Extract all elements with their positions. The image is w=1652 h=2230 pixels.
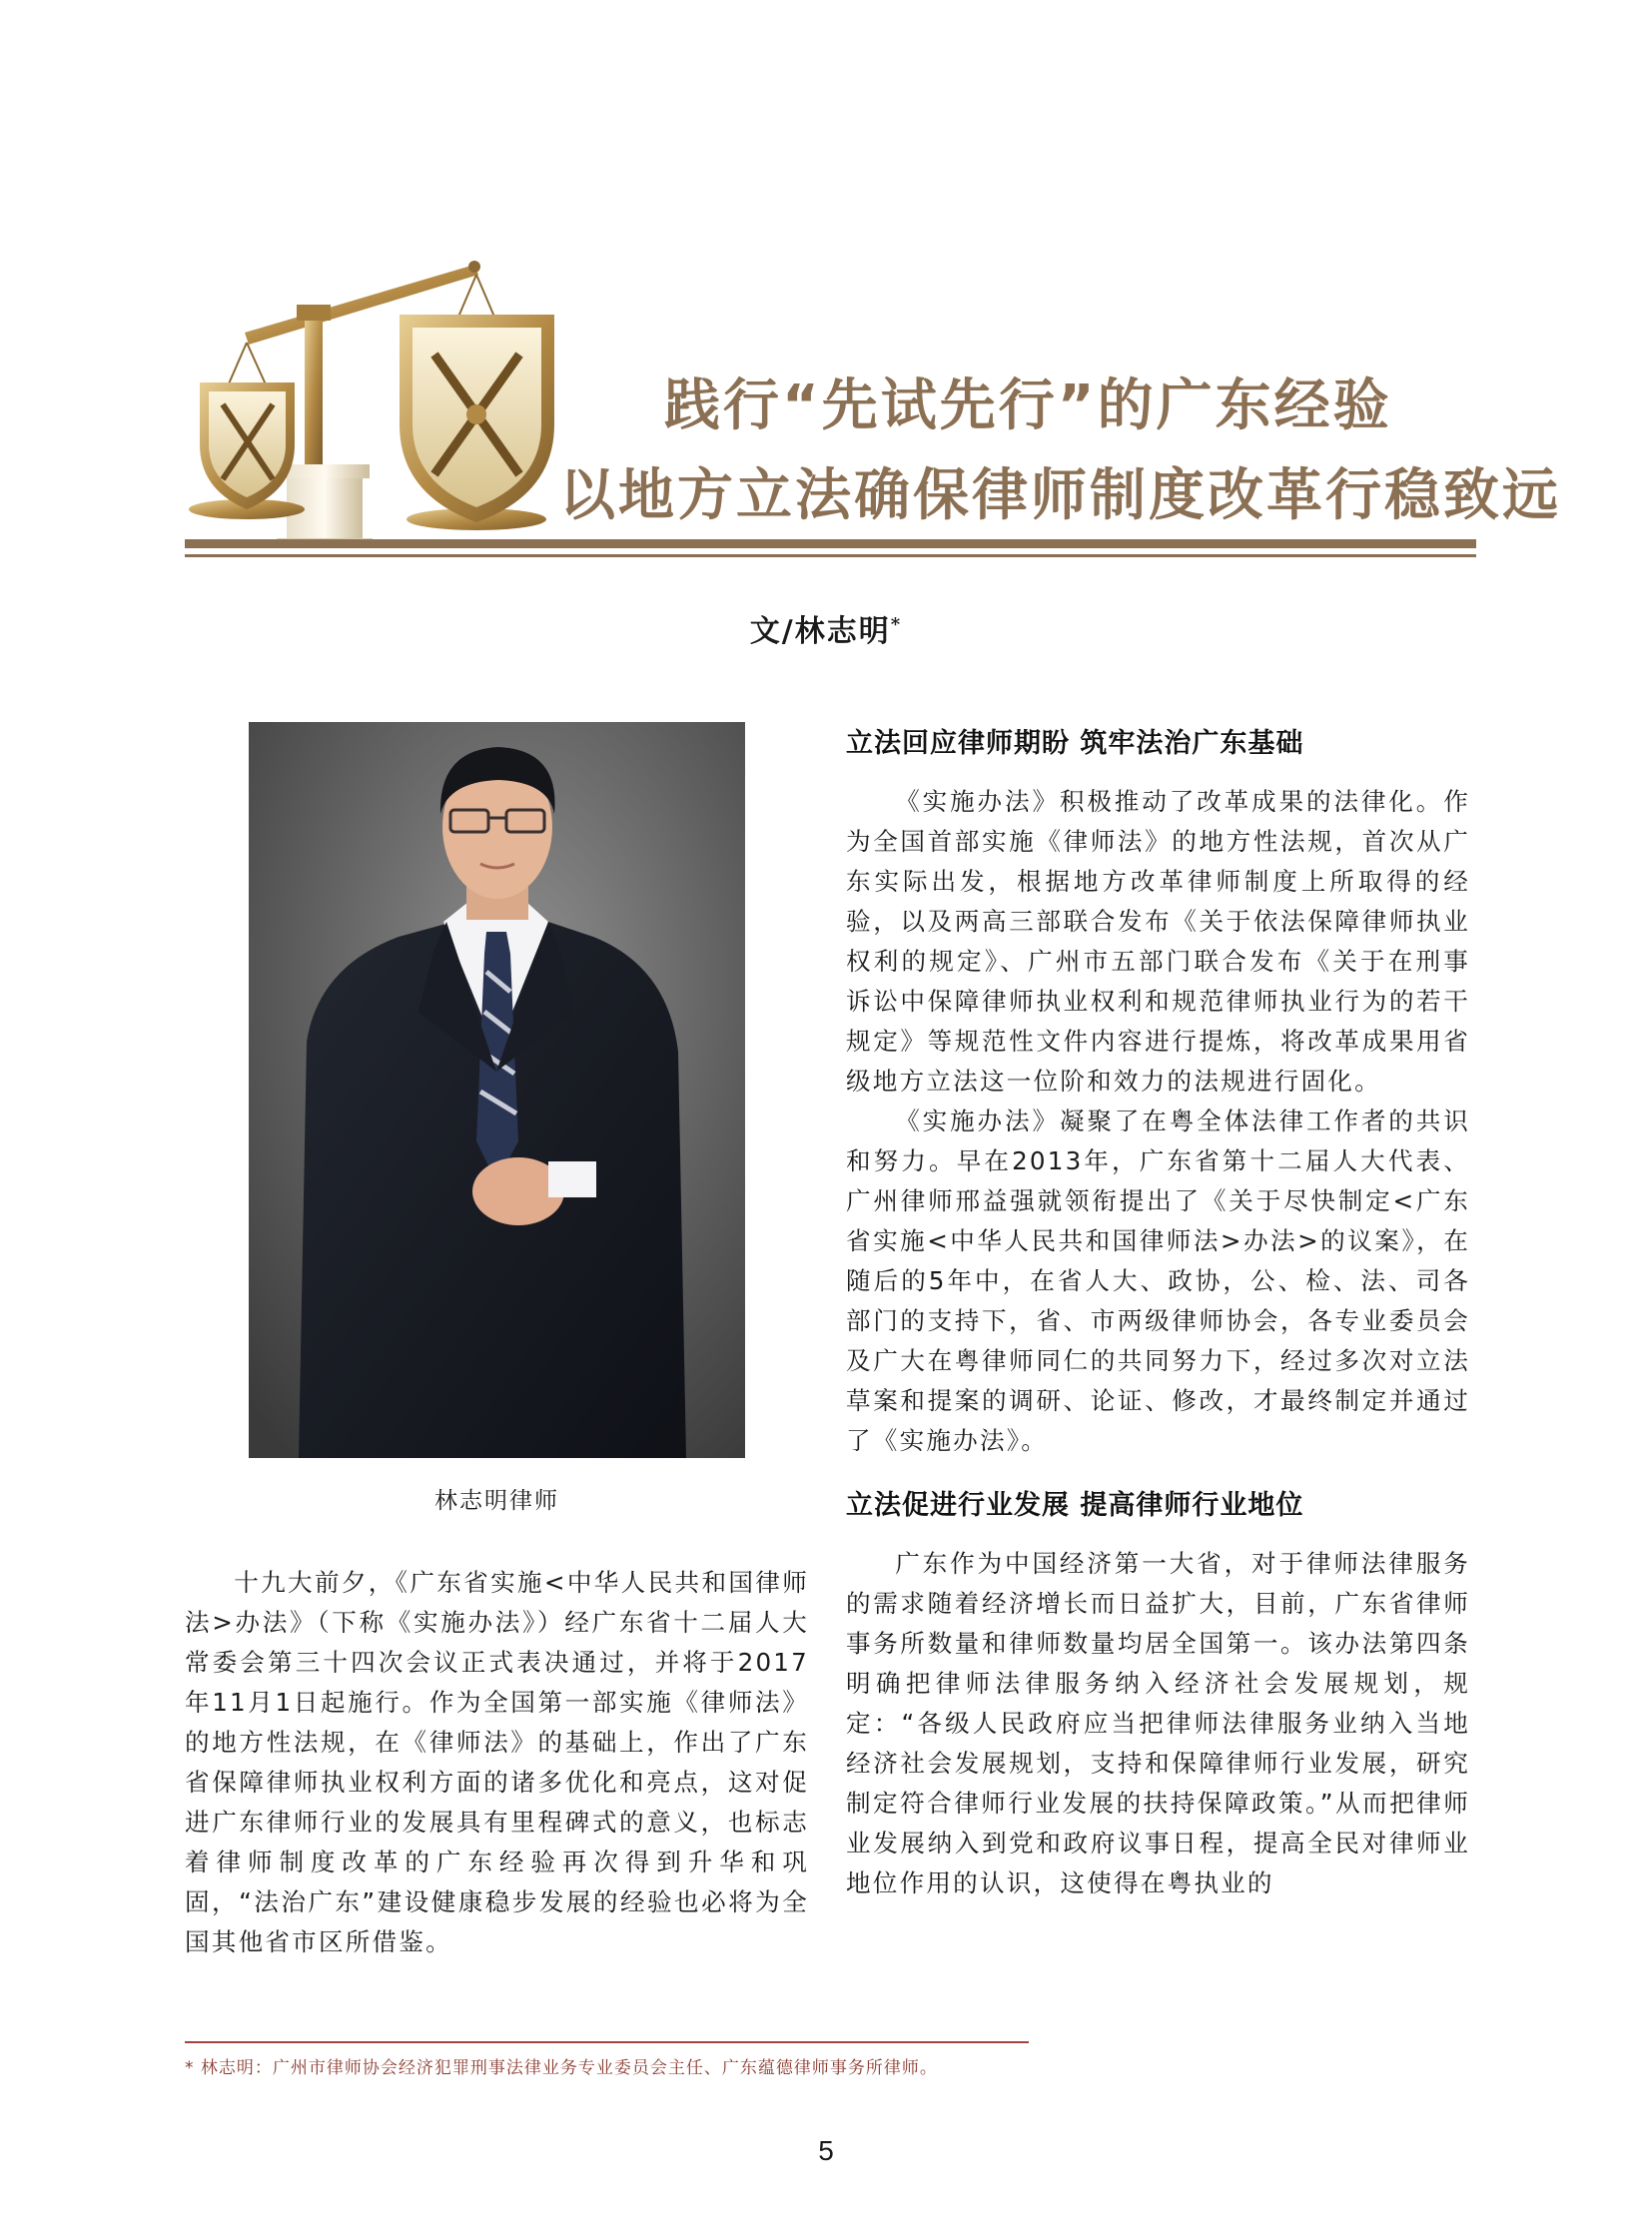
- byline: [0, 606, 1652, 650]
- footnote-marker: *: [890, 614, 903, 635]
- scales-of-justice-emblem: [185, 255, 564, 554]
- footnote-divider: [185, 2041, 1029, 2043]
- body-paragraph: 《实施办法》积极推动了改革成果的法律化。作为全国首部实施《律师法》的地方性法规，首次从广东实际出发，根据地方改革律师制度上所取得的经验，以及两高三部联合发布《关于依法保障律师执业权利的规定》、广州市五部门联合发布《关于在刑事诉讼中保障律师执业权利和规范律师执业行为的若干规定》等规范性文件内容进行提炼，将改革成果用省级地方立法这一位阶和效力的法规进行固化。: [846, 787, 1470, 1096]
- body-paragraph: 十九大前夕，《广东省实施<中华人民共和国律师法>办法》（下称《实施办法》）经广东省十二届人大常委会第三十四次会议正式表决通过，并将于2017年11月1日起施行。作为全国第一部实施《律师法》的地方性法规，在《律师法》的基础上，作出了广东省保障律师执业权利方面的诸多优化和亮点，这对促进广东律师行业的发展具有里程碑式的意义，也标志着律师制度改革的广东经验再次得到升华和巩固，“法治广东”建设健康稳步发展的经验也必将为全国其他省市区所借鉴。: [185, 1568, 809, 1956]
- title-divider-thin: [185, 554, 1476, 557]
- author-name: 文/林志明: [749, 614, 891, 649]
- body-paragraph: 广东作为中国经济第一大省，对于律师法律服务的需求随着经济增长而日益扩大，目前，广东省律师事务所数量和律师数量均居全国第一。该办法第四条明确把律师法律服务纳入经济社会发展规划，规定：“各级人民政府应当把律师法律服务业纳入当地经济社会发展规划，支持和保障律师行业发展，研究制定符合律师行业发展的扶持保障政策。”从而把律师业发展纳入到党和政府议事日程，提高全民对律师业地位作用的认识，这使得在粤执业的: [846, 1549, 1470, 1897]
- article-title-line-2: 以地方立法确保律师制度改革行稳致远: [559, 463, 1561, 528]
- body-paragraph: 《实施办法》凝聚了在粤全体法律工作者的共识和努力。早在2013年，广东省第十二届人大代表、广州律师邢益强就领衔提出了《关于尽快制定<广东省实施<中华人民共和国律师法>办法>的议案》，在随后的5年中，在省人大、政协，公、检、法、司各部门的支持下，省、市两级律师协会，各专业委员会及广大在粤律师同仁的共同努力下，经过多次对立法草案和提案的调研、论证、修改，才最终制定并通过了《实施办法》。: [846, 1107, 1470, 1455]
- article-title-line-1: 践行“先试先行”的广东经验: [664, 373, 1392, 438]
- title-divider-thick: [185, 539, 1476, 548]
- author-portrait-photo: [249, 722, 745, 1458]
- author-footnote: * 林志明：广州市律师协会经济犯罪刑事法律业务专业委员会主任、广东蕴德律师事务所律师。: [185, 2058, 938, 2078]
- right-column: [846, 721, 1470, 1903]
- section-heading: 立法回应律师期盼 筑牢法治广东基础: [846, 728, 1304, 759]
- section-heading: 立法促进行业发展 提高律师行业地位: [846, 1490, 1304, 1521]
- page-number: 5: [818, 2135, 834, 2166]
- left-column: [185, 1563, 809, 1962]
- photo-caption: 林志明律师: [434, 1488, 559, 1514]
